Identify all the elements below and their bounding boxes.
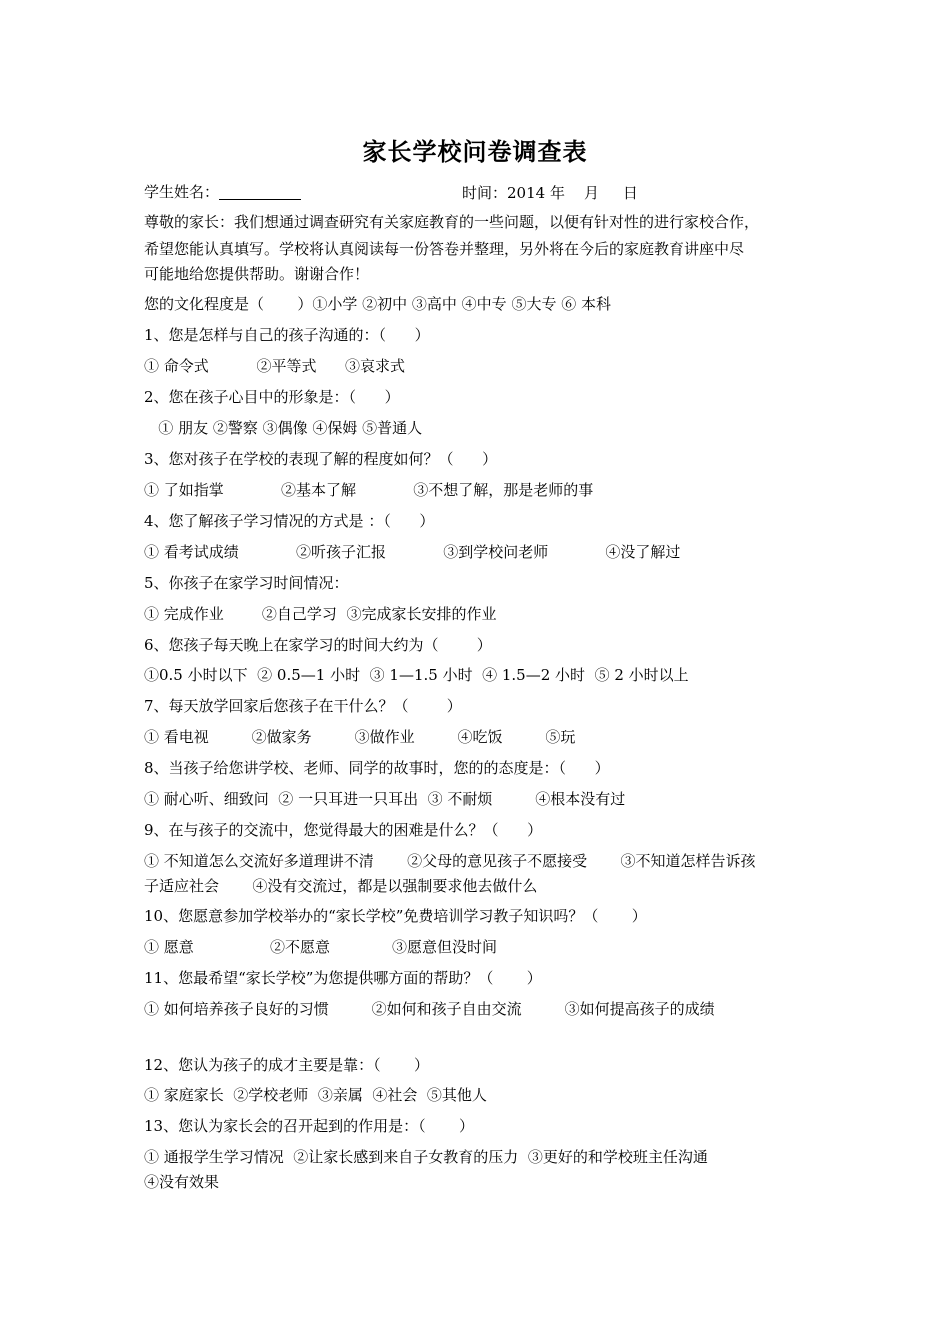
- question-1: 1、您是怎样与自己的孩子沟通的：（ ）: [144, 326, 430, 344]
- question-7: 7、每天放学回家后您孩子在干什么？（ ）: [144, 697, 462, 715]
- options-10: ① 愿意 ②不愿意 ③愿意但没时间: [144, 938, 498, 956]
- question-12: 12、您认为孩子的成才主要是靠：（ ）: [144, 1056, 429, 1074]
- question-8: 8、当孩子给您讲学校、老师、同学的故事时，您的的态度是：（ ）: [144, 759, 610, 777]
- options-13-cont: ④没有效果: [144, 1173, 220, 1191]
- question-3: 3、您对孩子在学校的表现了解的程度如何？（ ）: [144, 450, 498, 468]
- question-11: 11、您最希望“家长学校”为您提供哪方面的帮助？（ ）: [144, 969, 542, 987]
- student-name-label: 学生姓名：: [144, 182, 301, 202]
- options-7: ① 看电视 ②做家务 ③做作业 ④吃饭 ⑤玩: [144, 728, 576, 746]
- question-13: 13、您认为家长会的召开起到的作用是：（ ）: [144, 1117, 474, 1135]
- student-name-blank[interactable]: [219, 183, 301, 200]
- question-5: 5、你孩子在家学习时间情况：: [144, 574, 349, 592]
- options-9: ① 不知道怎么交流好多道理讲不清 ②父母的意见孩子不愿接受 ③不知道怎样告诉孩: [144, 852, 756, 870]
- page-title: 家长学校问卷调查表: [362, 137, 588, 166]
- intro-line: 可能地给您提供帮助。谢谢合作！: [144, 265, 370, 283]
- options-1: ① 命令式 ②平等式 ③哀求式: [144, 357, 406, 375]
- options-5: ① 完成作业 ②自己学习 ③完成家长安排的作业: [144, 605, 497, 623]
- question-4: 4、您了解孩子学习情况的方式是 ：（ ）: [144, 512, 435, 530]
- date-line: 时间：2014 年 月 日: [462, 184, 638, 202]
- intro-line: 尊敬的家长：我们想通过调查研究有关家庭教育的一些问题，以便有针对性的进行家校合作，: [144, 213, 760, 231]
- options-4: ① 看考试成绩 ②听孩子汇报 ③到学校问老师 ④没了解过: [144, 543, 681, 561]
- options-13: ① 通报学生学习情况 ②让家长感到来自子女教育的压力 ③更好的和学校班主任沟通: [144, 1148, 708, 1166]
- question-9: 9、在与孩子的交流中，您觉得最大的困难是什么？（ ）: [144, 821, 543, 839]
- education-question: 您的文化程度是（ ）①小学 ②初中 ③高中 ④中专 ⑤大专 ⑥ 本科: [144, 295, 611, 313]
- question-2: 2、您在孩子心目中的形象是：（ ）: [144, 388, 400, 406]
- options-3: ① 了如指掌 ②基本了解 ③不想了解，那是老师的事: [144, 481, 594, 499]
- intro-line: 希望您能认真填写。学校将认真阅读每一份答卷并整理，另外将在今后的家庭教育讲座中尽: [144, 240, 745, 258]
- options-11: ① 如何培养孩子良好的习惯 ②如何和孩子自由交流 ③如何提高孩子的成绩: [144, 1000, 715, 1018]
- options-8: ① 耐心听、细致问 ② 一只耳进一只耳出 ③ 不耐烦 ④根本没有过: [144, 790, 626, 808]
- options-6: ①0.5 小时以下 ② 0.5—1 小时 ③ 1—1.5 小时 ④ 1.5—2 小时 ⑤ 2 小时以上: [144, 666, 689, 684]
- question-6: 6、您孩子每天晚上在家学习的时间大约为（ ）: [144, 636, 492, 654]
- options-12: ① 家庭家长 ②学校老师 ③亲属 ④社会 ⑤其他人: [144, 1086, 487, 1104]
- options-9-cont: 子适应社会 ④没有交流过，都是以强制要求他去做什么: [144, 877, 538, 895]
- options-2: ① 朋友 ②警察 ③偶像 ④保姆 ⑤普通人: [144, 419, 423, 437]
- question-10: 10、您愿意参加学校举办的“家长学校”免费培训学习教子知识吗？（ ）: [144, 907, 647, 925]
